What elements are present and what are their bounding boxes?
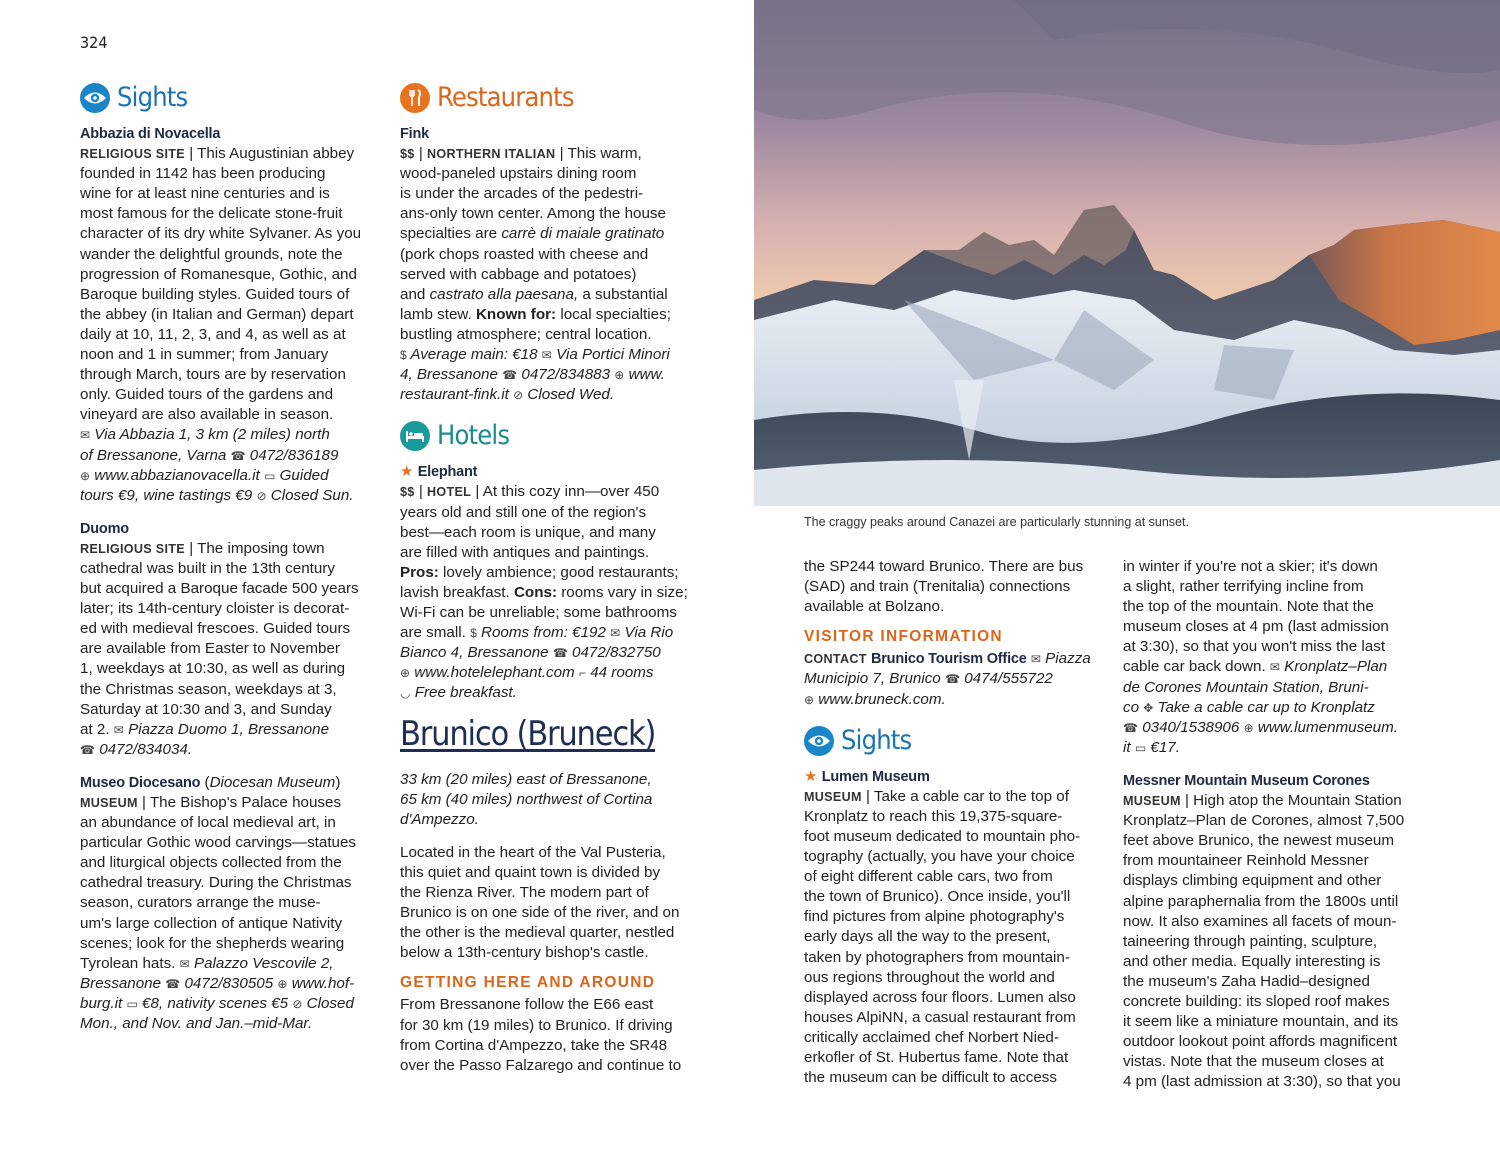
entry-category: MUSEUM (1123, 794, 1181, 809)
price-level: $$ (400, 485, 415, 500)
entry-name: Abbazia di Novacella (80, 126, 221, 142)
hotels-heading-text: Hotels (437, 420, 510, 452)
globe-icon: ⊕ (804, 692, 815, 707)
entry-name: Fink (400, 126, 430, 142)
entry-name: Duomo (80, 520, 129, 537)
column-brunico-info (804, 557, 1104, 1101)
arrows-icon: ✥ (1143, 700, 1154, 715)
envelope-icon: ✉ (179, 956, 190, 971)
entry-duomo: Duomo RELIGIOUS SITE | The imposing town cathedral was built in the 13th century but acquired a Baroque facade 500 years later; its 14th-century cloister is decorat- ed with medieval frescoes. Guided tours are available from Easter to November 1, weekdays at 10:30, as well as during the Christmas season, weekdays at 3, Saturday at 10:30 and 3, and Sunday at 2. ✉ Piazza Duomo 1, Bressanone ☎ 0472/834034. (80, 519, 380, 760)
entry-name: Messner Mountain Museum Corones (1123, 772, 1370, 789)
entry-category: MUSEUM (80, 796, 138, 810)
phone-icon: ☎ (80, 742, 95, 757)
globe-icon: ⊕ (80, 468, 91, 483)
link-hofburg-cont[interactable]: burg.it (80, 994, 123, 1012)
globe-icon: ⊕ (614, 368, 625, 383)
envelope-icon: ✉ (113, 722, 124, 737)
phone-icon: ☎ (502, 368, 518, 383)
sights-heading-text: Sights (841, 724, 912, 756)
column-sights-bressanone (80, 80, 380, 1047)
link-lumenmuseum-cont[interactable]: it (1123, 738, 1131, 756)
visitor-info-heading: VISITOR INFORMATION (804, 628, 1003, 646)
envelope-icon: ✉ (610, 626, 621, 641)
getting-here-continued: the SP244 toward Brunico. There are bus (SAD) and train (Trenitalia) connections available at Bolzano. (804, 558, 1084, 616)
phone-icon: ☎ (165, 976, 181, 991)
envelope-icon: ✉ (1269, 660, 1280, 675)
entry-fink: Fink $$ | NORTHERN ITALIAN | This warm, wood-paneled upstairs dining room is under the arcades of the pedestri- ans-only town center. Among the house specialties are carrè di maiale gratinato (pork chops roasted with cheese and served with cabbage and potatoes) and castrato alla paesana, a substantial lamb stew. Known for: local specialties; bustling atmosphere; central location. $ Average main: €18 ✉ Via Portici Minori 4, Bressanone ☎ 0472/834883 ⊕ www. restaurant-fink.it ⊘ Closed Wed. (400, 124, 698, 405)
sights-heading (80, 80, 380, 116)
dollar-icon: $ (470, 626, 477, 641)
entry-category: HOTEL (427, 485, 472, 500)
clock-icon: ⊘ (513, 388, 524, 403)
globe-icon: ⊕ (1243, 720, 1254, 735)
fork-knife-icon (400, 83, 430, 113)
link-hotelelephant[interactable]: www.hotelelephant.com (414, 664, 575, 682)
city-intro: Located in the heart of the Val Pusteria, this quiet and quaint town is divided by the Rienza River. The modern part of Brunico is on one side of the river, and on the other is the medieval quarter, nestled below a 13th-century bishop's castle. (400, 843, 680, 962)
entry-category: MUSEUM (804, 789, 862, 804)
envelope-icon: ✉ (80, 428, 91, 443)
phone-icon: ☎ (1123, 720, 1138, 735)
bed-icon (400, 421, 430, 451)
ticket-icon: ▭ (264, 468, 276, 483)
dolomites-sunset-photo (754, 0, 1500, 506)
dollar-icon: $ (400, 348, 407, 363)
envelope-icon: ✉ (541, 348, 552, 363)
eye-icon (80, 83, 110, 113)
phone-icon: ☎ (230, 448, 246, 463)
entry-lumen-museum: ★ Lumen Museum MUSEUM | Take a cable car to the top of Kronplatz to reach this 19,375-square- foot museum dedicated to mountain pho- tography (actually, you have your choice of eight different cable cars, two from the town of Brunico). Once inside, you'll find pictures from alpine photography's early days all the way to the present, taken by photographers from mountain- ous regions throughout the world and displayed across four floors. Lumen also houses AlpiNN, a casual restaurant from critically acclaimed chef Norbert Nied- erkofler of St. Hubertus fame. Note that the museum can be difficult to access (804, 767, 1081, 1087)
entry-museo-diocesano: Museo Diocesano (Diocesan Museum) MUSEUM | The Bishop's Palace houses an abundance of local medieval art, in particular Gothic wood carvings—statues and liturgical objects collected from the cathedral treasury. During the Christmas season, curators arrange the muse- um's large collection of antique Nativity scenes; look for the shepherds wearing Tyrolean hats. ✉ Palazzo Vescovile 2, Bressanone ☎ 0472/830505 ⊕ www.hof- burg.it ▭ €8, nativity scenes €5 ⊘ Closed Mon., and Nov. and Jan.–mid-Mar. (80, 773, 357, 1033)
star-icon: ★ (400, 463, 414, 481)
ticket-icon: ▭ (126, 996, 138, 1011)
bed-small-icon: ⌐ (578, 666, 586, 681)
city-title: Brunico (Bruneck) (400, 714, 656, 755)
entry-category: RELIGIOUS SITE (80, 541, 185, 556)
eye-icon (804, 726, 834, 756)
globe-icon: ⊕ (400, 666, 411, 681)
photo-caption: The craggy peaks around Canazei are particularly stunning at sunset. (804, 515, 1189, 529)
entry-category: RELIGIOUS SITE (80, 147, 185, 162)
link-hofburg[interactable]: www.hof- (291, 974, 355, 992)
restaurants-heading (400, 80, 698, 116)
entry-name: Lumen Museum (821, 768, 930, 785)
sights-heading-brunico (804, 723, 1104, 759)
link-restaurant-fink-cont[interactable]: restaurant-fink.it (400, 386, 509, 404)
link-lumenmuseum[interactable]: www.lumenmuseum. (1257, 718, 1398, 736)
link-bruneck[interactable]: www.bruneck.com. (818, 690, 946, 708)
phone-icon: ☎ (945, 672, 960, 687)
price-level: $$ (400, 147, 415, 162)
entry-messner-mountain-museum: Messner Mountain Museum Corones MUSEUM | High atop the Mountain Station Kronplatz–Plan de Corones, almost 7,500 feet above Brunico, the newest museum from mountaineer Reinhold Messner displays climbing equipment and other alpine paraphernalia from the 1800s until now. It also examines all facets of moun- taineering through painting, sculpture, and other media. Equally interesting is the museum's Zaha Hadid–designed concrete building: its sloped roof makes it seem like a miniature mountain, and its outdoor lookout point affords magnificent vistas. Note that the museum closes at 4 pm (last admission at 3:30), so that you (1123, 771, 1423, 1093)
restaurants-heading-text: Restaurants (437, 81, 574, 113)
clock-icon: ⊘ (292, 996, 303, 1011)
ticket-icon: ▭ (1134, 740, 1147, 755)
entry-name: Elephant (417, 464, 478, 481)
column-lumen-messner (1123, 557, 1423, 1105)
lumen-museum-continued: in winter if you're not a skier; it's down a slight, rather terrifying incline from the top of the mountain. Note that the museum closes at 4 pm (last admission at 3:30), so that you won't miss the last cable car back down. ✉ Kronplatz–Plan de Corones Mountain Station, Bruni- co ✥ Take a cable car up to Kronplatz ☎ 0340/1538906 ⊕ www.lumenmuseum. it ▭ €17. (1123, 558, 1398, 756)
entry-abbazia-di-novacella: Abbazia di Novacella RELIGIOUS SITE | This Augustinian abbey founded in 1142 has been producing wine for at least nine centuries and is most famous for the delicate stone-fruit character of its dry white Sylvaner. As you wander the delightful grounds, note the progression of Romanesque, Gothic, and Baroque building styles. Guided tours of the abbey (in Italian and German) depart daily at 10, 11, 2, 3, and 4, as well as at noon and 1 in summer; from January through March, tours are by reservation only. Guided tours of the gardens and vineyard are also available in season. ✉ Via Abbazia 1, 3 km (2 miles) north of Bressanone, Varna ☎ 0472/836189 ⊕ www.abbazianovacella.it ▭ Guided tours €9, wine tastings €9 ⊘ Closed Sun. (80, 124, 380, 506)
city-distances: 33 km (20 miles) east of Bressanone, 65 km (40 miles) northwest of Cortina d'Ampezzo. (400, 770, 653, 828)
entry-name: Museo Diocesano (80, 774, 201, 791)
page-number: 324 (80, 33, 108, 52)
visitor-contact: CONTACT Brunico Tourism Office ✉ Piazza Municipio 7, Brunico ☎ 0474/555722 ⊕ www.bruneck.com. (804, 650, 1091, 708)
hotels-heading (400, 418, 698, 454)
link-abbazianovacella[interactable]: www.abbazianovacella.it (94, 466, 260, 484)
entry-category: NORTHERN ITALIAN (427, 147, 556, 162)
star-icon: ★ (804, 767, 818, 785)
cup-icon: ◡ (400, 686, 411, 701)
getting-here-heading: GETTING HERE AND AROUND (400, 974, 656, 992)
globe-icon: ⊕ (277, 976, 288, 991)
phone-icon: ☎ (552, 646, 568, 661)
column-restaurants-hotels (400, 80, 698, 1076)
link-restaurant-fink[interactable]: www. (628, 366, 665, 384)
sights-heading-text: Sights (117, 81, 188, 113)
clock-icon: ⊘ (256, 488, 267, 503)
entry-elephant: ★ Elephant $$ | HOTEL | At this cozy inn—over 450 years old and still one of the region's best—each room is unique, and many are filled with antiques and paintings. Pros: lovely ambience; good restaurants; lavish breakfast. Cons: rooms vary in size; Wi-Fi can be unreliable; some bathrooms are small. $ Rooms from: €192 ✉ Via Rio Bianco 4, Bressanone ☎ 0472/832750 ⊕ www.hotelelephant.com ⌐ 44 rooms ◡ Free breakfast. (400, 463, 688, 702)
envelope-icon: ✉ (1030, 652, 1041, 667)
getting-here-text: From Bressanone follow the E66 east for 30 km (19 miles) to Brunico. If driving from Cortina d'Ampezzo, take the SR48 over the Passo Falzarego and continue to (400, 996, 682, 1074)
